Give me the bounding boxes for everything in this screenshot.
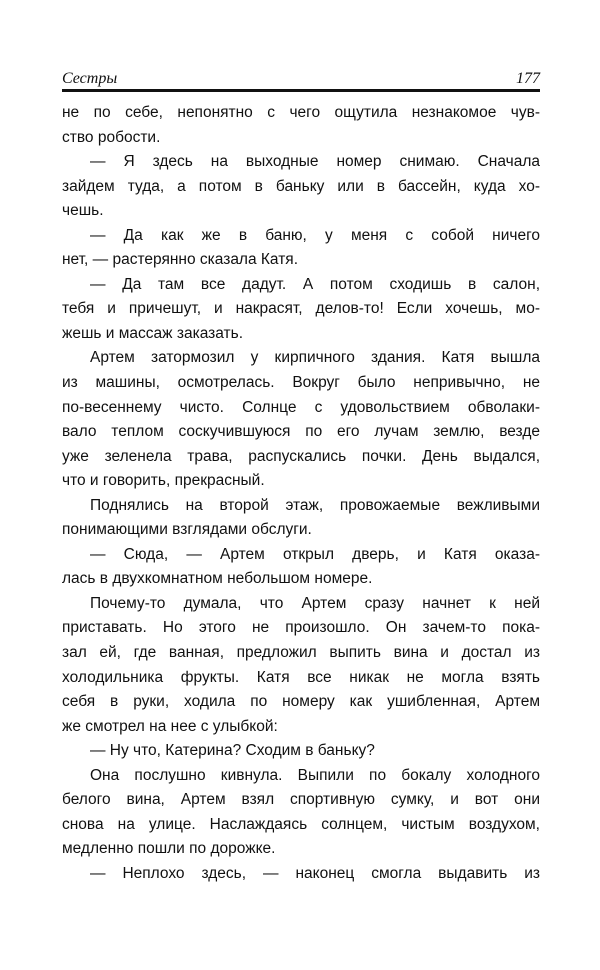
text-line: из машины, осмотрелась. Вокруг было непривычно, не [62,374,540,392]
text-line: не по себе, непонятно с чего ощутила незнакомое чув- [62,104,540,121]
text-line: Артем затормозил у кирпичного здания. Катя вышла [90,349,540,367]
text-line: зайдем туда, а потом в баньку или в бассейн, куда хо- [62,177,540,195]
text-line: лась в двухкомнатном небольшом номере. [62,570,373,588]
text-line: ство робости. [62,128,161,146]
text-line: — Ну что, Катерина? Сходим в баньку? [90,742,375,760]
text-line: — Я здесь на выходные номер снимаю. Сначала [90,153,540,171]
text-line: тебя и причешут, и накрасят, делов-то! Если хочешь, мо- [62,300,540,318]
text-line: уже зеленела трава, распускались почки. День выдался, [62,447,540,465]
text-line: же смотрел на нее с улыбкой: [62,717,278,735]
running-header [62,68,540,90]
text-line: жешь и массаж заказать. [62,324,244,342]
text-line: Поднялись на второй этаж, провожаемые вежливыми [90,496,540,514]
text-line: чешь. [62,202,104,220]
text-line: зал ей, где ванная, предложил выпить вина и достал из [62,644,540,662]
body-text [62,101,540,887]
text-line: — Да как же в баню, у меня с собой ничего [90,226,540,244]
text-line: холодильника фрукты. Катя все никак не могла взять [62,668,540,686]
running-title: Сестры [62,70,118,87]
text-line: — Неплохо здесь, — наконец смогла выдавить из [90,864,540,882]
text-line: снова на улице. Наслаждаясь солнцем, чистым воздухом, [62,815,540,833]
text-line: Она послушно кивнула. Выпили по бокалу холодного [90,766,540,784]
text-line: по-весеннему чисто. Солнце с удовольствием обволаки- [62,398,540,416]
text-line: вало теплом соскучившуюся по его лучам землю, везде [62,423,540,441]
text-line: белого вина, Артем взял спортивную сумку, и вот они [62,791,540,809]
text-line: — Сюда, — Артем открыл дверь, и Катя оказа- [90,545,540,563]
text-line: медленно пошли по дорожке. [62,840,276,858]
text-line: Почему-то думала, что Артем сразу начнет к ней [90,594,540,612]
page-number: 177 [516,70,540,87]
text-line: — Да там все дадут. А потом сходишь в салон, [90,275,540,293]
header-rule [62,89,540,92]
text-line: нет, — растерянно сказала Катя. [62,251,299,269]
text-line: себя в руки, ходила по номеру как ушибленная, Артем [62,693,540,711]
text-line: понимающими взглядами обслуги. [62,521,312,539]
text-line: что и говорить, прекрасный. [62,472,265,490]
text-line: приставать. Но этого не произошло. Он зачем-то пока- [62,619,540,637]
